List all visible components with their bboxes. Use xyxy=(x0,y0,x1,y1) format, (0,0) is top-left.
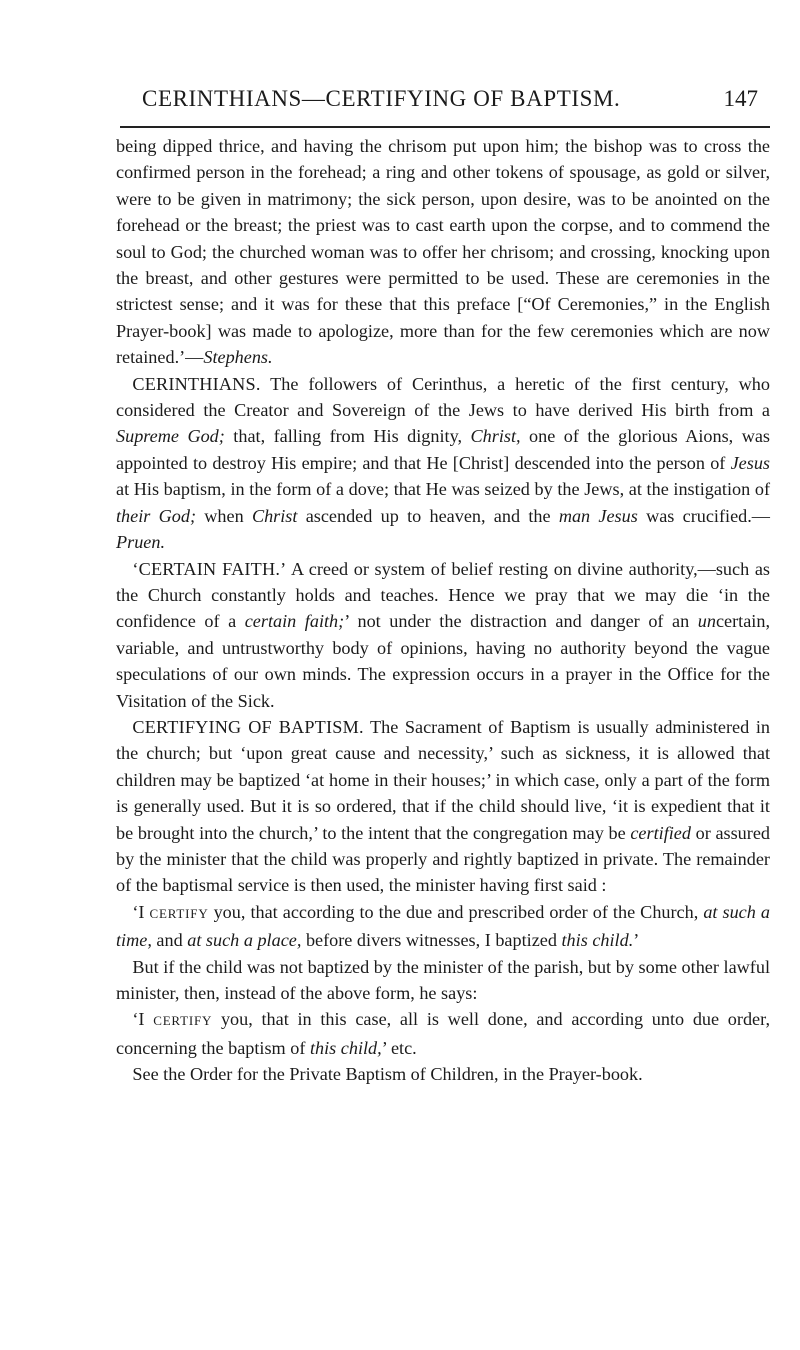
header-rule xyxy=(120,126,770,128)
text-run: one of the glorious Aions, was appointed to destroy His empire; and that He [Christ] descended into the person of xyxy=(116,426,770,473)
paragraph-other-minister xyxy=(116,954,770,1007)
attribution: Pruen. xyxy=(116,532,165,553)
italic-text: at such a place, xyxy=(187,930,302,951)
text-run: ’ etc. xyxy=(381,1037,417,1058)
small-caps-text: CERTIFY xyxy=(153,1013,213,1029)
italic-text: certified xyxy=(630,822,691,843)
text-run: The Sacrament of Baptism is usually administered in the church; but ‘upon great cause and necessity,’ such as sickness, it is allowed that children may be baptized ‘at home in their houses;’ in which case, only a part of the form is generally used. But it is so ordered, that if the child should live, ‘it is expedient that it be brought into the church,’ to the intent that the congregation may be xyxy=(116,716,770,843)
text-run: before divers witnesses, I baptized xyxy=(301,930,562,951)
text-run: ’ xyxy=(633,930,640,951)
text-run: See the Order for the Private Baptism of Children, in the Prayer-book. xyxy=(132,1064,643,1085)
text-run: you, that according to the due and prescribed order of the Church, xyxy=(208,901,704,922)
text-run: that, falling from His dignity, xyxy=(224,426,471,447)
paragraph-certify-form-1 xyxy=(116,899,770,954)
running-title: CERINTHIANS—CERTIFYING OF BAPTISM. xyxy=(142,86,621,111)
text-run: ‘I xyxy=(132,901,150,922)
text-run: But if the child was not baptized by the minister of the parish, but by some other lawful minister, then, instead of the above form, he says: xyxy=(116,956,770,1003)
italic-text: at such a time, xyxy=(116,901,770,951)
paragraph-certain-faith xyxy=(116,556,770,714)
italic-text: man Jesus xyxy=(558,505,638,526)
text-run: ‘I xyxy=(132,1009,154,1030)
paragraph-see-order xyxy=(116,1061,770,1087)
italic-text: Christ, xyxy=(470,426,521,447)
text-run: certain, variable, and untrustworthy body of opinions, having no authority beyond the vague speculations of our own minds. The expression occurs in a prayer in the Office for the Visitation of the Sick. xyxy=(116,611,770,711)
text-run: A creed or system of belief resting on divine authority,—such as the Church constantly holds and teaches. Hence we pray that we may die ‘in the confidence of a xyxy=(116,558,770,632)
page-number: 147 xyxy=(723,86,758,111)
text-run: and xyxy=(151,930,188,951)
text-run: ’ not under the distraction and danger of an xyxy=(344,611,698,632)
italic-text: un xyxy=(697,611,716,632)
text-run: ascended up to heaven, and the xyxy=(297,505,559,526)
italic-text: Supreme God; xyxy=(116,426,225,447)
italic-text: this child, xyxy=(309,1037,382,1058)
page-header xyxy=(116,86,758,116)
italic-text: Jesus xyxy=(730,452,770,473)
text-run: or assured by the minister that the child was properly and rightly baptized in private. The remainder of the baptismal service is then used, the minister having first said : xyxy=(116,822,770,896)
paragraph-certifying-of-baptism xyxy=(116,714,770,899)
small-caps-text: CERTIFY xyxy=(149,905,209,921)
body-text xyxy=(116,133,770,1088)
italic-text: their God; xyxy=(116,505,196,526)
paragraph-certify-form-2 xyxy=(116,1006,770,1061)
text-run: The followers of Cerinthus, a heretic of the first century, who considered the Creator and Sovereign of the Jews to have derived His birth from a xyxy=(116,373,770,421)
attribution: Stephens. xyxy=(203,347,273,368)
paragraph-cerinthians xyxy=(116,371,770,556)
paragraph-ceremonies-continued xyxy=(116,133,770,371)
entry-headword: ‘CERTAIN FAITH.’ xyxy=(132,558,287,579)
italic-text: Christ xyxy=(251,505,298,526)
entry-headword: CERTIFYING OF BAPTISM. xyxy=(132,716,364,737)
entry-headword: CERINTHIANS. xyxy=(132,373,261,394)
text-run: at His baptism, in the form of a dove; that He was seized by the Jews, at the instigation of xyxy=(116,479,770,500)
italic-text: certain faith; xyxy=(244,611,345,632)
italic-text: this child. xyxy=(561,930,634,951)
text-run: being dipped thrice, and having the chrisom put upon him; the bishop was to cross the confirmed person in the forehead; a ring and other tokens of spousage, as gold or silver, were to be given in matrimony; the sick person, upon desire, was to be anointed on the forehead or the breast; the priest was to cast earth upon the corpse, and to commend the soul to God; the churched woman was to offer her chrisom; and crossing, knocking upon the breast, and other gestures were permitted to be used. These are ceremonies in the strictest sense; and it was for these that this preface [“Of Ceremonies,” in the English Prayer-book] was made to apologize, more than for the few ceremonies which are now retained.’— xyxy=(116,136,770,368)
text-run: was crucified.— xyxy=(637,505,770,526)
text-run: when xyxy=(196,505,252,526)
text-run: you, that in this case, all is well done, and according unto due order, concerning the baptism of xyxy=(116,1009,770,1058)
